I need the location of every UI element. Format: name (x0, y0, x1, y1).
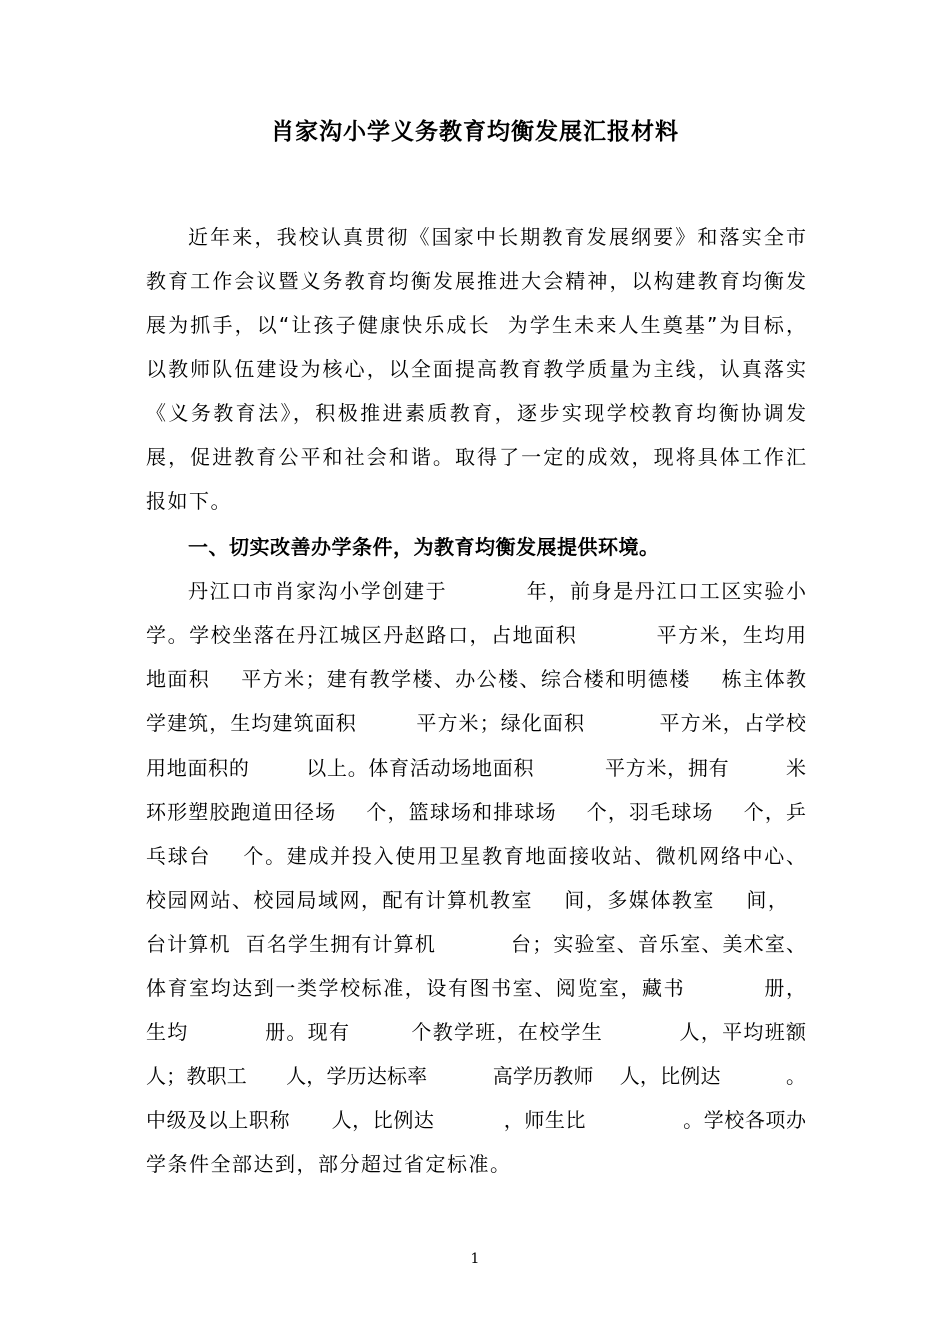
paragraph-line: 中级及以上职称 人，比例达 ，师生比 。学校各项办 (146, 1108, 806, 1132)
page-number: 1 (470, 1251, 480, 1267)
paragraph-line: 学条件全部达到，部分超过省定标准。 (146, 1152, 512, 1176)
paragraph-line: 《义务教育法》，积极推进素质教育，逐步实现学校教育均衡协调发 (146, 401, 806, 425)
paragraph-line: 体育室均达到一类学校标准，设有图书室、阅览室，藏书 册， (146, 976, 806, 1000)
paragraph-line: 展，促进教育公平和社会和谐。取得了一定的成效，现将具体工作汇 (146, 445, 806, 469)
paragraph-line: 生均 册。现有 个教学班，在校学生 人，平均班额 (146, 1020, 806, 1044)
document-title: 肖家沟小学义务教育均衡发展汇报材料 (271, 119, 679, 145)
paragraph-line: 校园网站、校园局域网，配有计算机教室 间，多媒体教室 间， (146, 888, 790, 912)
paragraph-line: 报如下。 (146, 489, 232, 513)
paragraph-line: 用地面积的 以上。体育活动场地面积 平方米，拥有 米 (146, 756, 806, 780)
paragraph-line: 地面积 平方米；建有教学楼、办公楼、综合楼和明德楼 栋主体教 (146, 667, 806, 691)
paragraph-line: 人；教职工 人，学历达标率 高学历教师 人，比例达 。 (146, 1064, 806, 1088)
paragraph-line: 近年来，我校认真贯彻《国家中长期教育发展纲要》和落实全市 (188, 225, 806, 249)
paragraph-line: 以教师队伍建设为核心，以全面提高教育教学质量为主线，认真落实 (146, 357, 806, 381)
paragraph-line: 台计算机 百名学生拥有计算机 台；实验室、音乐室、美术室、 (146, 932, 806, 956)
paragraph-line: 学。学校坐落在丹江城区丹赵路口，占地面积 平方米，生均用 (146, 623, 806, 647)
paragraph-line: 乓球台 个。建成并投入使用卫星教育地面接收站、微机网络中心、 (146, 844, 806, 868)
paragraph-line: 环形塑胶跑道田径场 个，篮球场和排球场 个，羽毛球场 个，乒 (146, 800, 806, 824)
paragraph-line: 展为抓手，以“让孩子健康快乐成长 为学生未来人生奠基”为目标， (146, 313, 806, 337)
section-heading: 一、切实改善办学条件，为教育均衡发展提供环境。 (188, 535, 660, 559)
paragraph-line: 丹江口市肖家沟小学创建于 年，前身是丹江口工区实验小 (188, 579, 806, 603)
paragraph-line: 学建筑，生均建筑面积 平方米；绿化面积 平方米，占学校 (146, 711, 806, 735)
paragraph-line: 教育工作会议暨义务教育均衡发展推进大会精神，以构建教育均衡发 (146, 269, 806, 293)
